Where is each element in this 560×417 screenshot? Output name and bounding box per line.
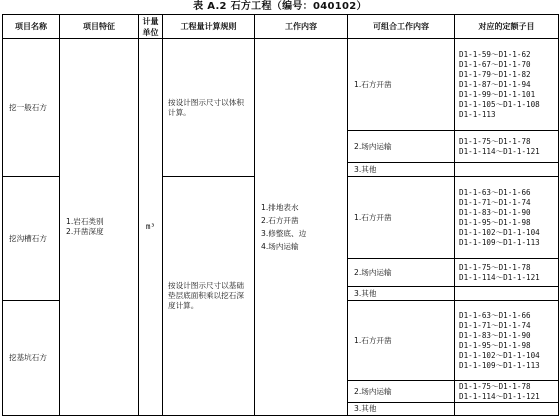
quota-code: D1-1-71～D1-1-74 <box>459 197 531 207</box>
project-features <box>60 39 139 416</box>
quota-codes <box>455 301 559 381</box>
quota-codes <box>455 163 559 177</box>
header-name: 项目名称 <box>3 15 60 39</box>
work-step: 1.排地表水 <box>261 203 299 212</box>
header-unit: 计量单位 <box>139 15 163 39</box>
quota-code: D1-1-87～D1-1-94 <box>459 79 531 89</box>
quota-code: D1-1-75～D1-1-78 <box>459 381 531 391</box>
calc-rule: 按设计图示尺寸以基础垫层底面积乘以挖石深度计算。 <box>163 177 255 416</box>
quota-code: D1-1-75～D1-1-78 <box>459 262 531 272</box>
table-title: 表 A.2 石方工程（编号：040102） <box>193 1 367 12</box>
stone-works-table <box>2 14 559 416</box>
quota-codes <box>455 287 559 301</box>
quota-code: D1-1-63～D1-1-66 <box>459 310 531 320</box>
quota-codes <box>455 403 559 416</box>
quota-code: D1-1-75～D1-1-78 <box>459 136 531 146</box>
combo-item: 1.石方开凿 <box>348 39 455 131</box>
quota-codes <box>455 39 559 131</box>
quota-code: D1-1-79～D1-1-82 <box>459 69 531 79</box>
quota-code: D1-1-113 <box>459 109 496 119</box>
combo-item: 2.场内运输 <box>348 131 455 163</box>
item-name: 挖沟槽石方 <box>3 177 60 301</box>
quota-codes <box>455 177 559 259</box>
item-name: 挖基坑石方 <box>3 301 60 416</box>
quota-code: D1-1-83～D1-1-90 <box>459 207 531 217</box>
quota-code: D1-1-95～D1-1-98 <box>459 217 531 227</box>
work-step: 3.修整底、边 <box>261 229 307 238</box>
quota-code: D1-1-109～D1-1-113 <box>459 360 540 370</box>
unit-cell: m³ <box>139 39 163 416</box>
work-step: 2.石方开凿 <box>261 216 299 225</box>
quota-code: D1-1-114～D1-1-121 <box>459 146 540 156</box>
combo-item: 1.石方开凿 <box>348 301 455 381</box>
item-name: 挖一般石方 <box>3 39 60 177</box>
calc-rule: 按设计图示尺寸以体积计算。 <box>163 39 255 177</box>
quota-code: D1-1-109～D1-1-113 <box>459 237 540 247</box>
quota-code: D1-1-114～D1-1-121 <box>459 272 540 282</box>
quota-codes <box>455 259 559 287</box>
quota-code: D1-1-63～D1-1-66 <box>459 187 531 197</box>
quota-code: D1-1-102～D1-1-104 <box>459 350 540 360</box>
quota-code: D1-1-95～D1-1-98 <box>459 340 531 350</box>
feature-line: 2.开凿深度 <box>66 227 104 236</box>
work-step: 4.场内运输 <box>261 242 299 251</box>
quota-code: D1-1-59～D1-1-62 <box>459 49 531 59</box>
quota-code: D1-1-114～D1-1-121 <box>459 391 540 401</box>
table-row <box>3 39 559 131</box>
header-rule: 工程量计算规则 <box>163 15 255 39</box>
quota-code: D1-1-83～D1-1-90 <box>459 330 531 340</box>
quota-codes <box>455 131 559 163</box>
header-row <box>3 15 559 39</box>
combo-item: 2.场内运输 <box>348 381 455 403</box>
quota-code: D1-1-105～D1-1-108 <box>459 99 540 109</box>
combo-item: 3.其他 <box>348 403 455 416</box>
combo-item: 1.石方开凿 <box>348 177 455 259</box>
combo-item: 3.其他 <box>348 287 455 301</box>
header-content: 工作内容 <box>255 15 348 39</box>
combo-item: 2.场内运输 <box>348 259 455 287</box>
combo-item: 3.其他 <box>348 163 455 177</box>
quota-code: D1-1-99～D1-1-101 <box>459 89 536 99</box>
quota-code: D1-1-102～D1-1-104 <box>459 227 540 237</box>
header-feature: 项目特征 <box>60 15 139 39</box>
quota-codes <box>455 381 559 403</box>
quota-code: D1-1-71～D1-1-74 <box>459 320 531 330</box>
feature-line: 1.岩石类别 <box>66 217 104 226</box>
work-content <box>255 39 348 416</box>
header-combo: 可组合工作内容 <box>348 15 455 39</box>
quota-code: D1-1-67～D1-1-70 <box>459 59 531 69</box>
header-quota: 对应的定额子目 <box>455 15 559 39</box>
